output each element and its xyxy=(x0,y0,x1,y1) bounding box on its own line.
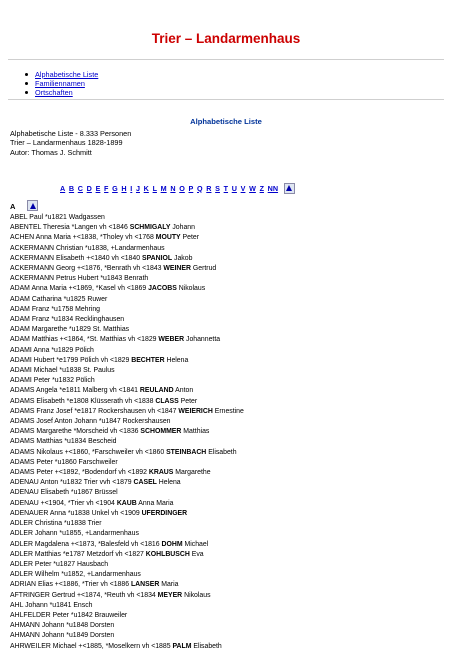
letter-link-nn[interactable]: NN xyxy=(267,183,279,193)
list-item xyxy=(10,315,244,325)
entry-text: ADENAUER Anna *u1838 Unkel vh <1909 xyxy=(10,509,142,517)
entry-text: ADAMI Michael *u1838 St. Paulus xyxy=(10,367,115,375)
list-item xyxy=(10,335,244,345)
nav-link-ortschaften[interactable]: Ortschaften xyxy=(35,88,73,97)
spouse-given-name: Anton xyxy=(173,387,194,395)
list-item xyxy=(10,601,244,611)
spouse-given-name: Nikolaus xyxy=(176,285,206,293)
entry-text: ADAMS Matthias *u1834 Bescheid xyxy=(10,438,117,446)
entry-text: ADENAU Elisabeth *u1867 Brüssel xyxy=(10,489,118,497)
letter-link-j[interactable]: J xyxy=(135,183,140,193)
entry-text: ADAMS Margarethe *Morscheid vh <1836 xyxy=(10,428,141,436)
letter-link-b[interactable]: B xyxy=(68,183,75,193)
list-item xyxy=(10,427,244,437)
letter-link-v[interactable]: V xyxy=(240,183,246,193)
entry-text: ACKERMANN Georg +<1876, *Benrath vh <1843 xyxy=(10,265,164,273)
entry-text: ADLER Johann *u1855, +Landarmenhaus xyxy=(10,530,139,538)
spouse-surname: WEBER xyxy=(158,336,185,344)
list-item xyxy=(10,417,244,427)
letter-link-r[interactable]: R xyxy=(206,183,212,193)
list-item xyxy=(10,570,244,580)
letter-link-h[interactable]: H xyxy=(121,183,127,193)
list-item xyxy=(10,376,244,386)
letter-link-d[interactable]: D xyxy=(86,183,92,193)
letter-link-l[interactable]: L xyxy=(152,183,157,193)
letter-link-c[interactable]: C xyxy=(77,183,83,193)
spouse-surname: PALM xyxy=(172,642,192,650)
spouse-given-name: Ernestine xyxy=(212,407,244,415)
spouse-given-name: Johann xyxy=(170,224,195,232)
list-item xyxy=(10,550,244,560)
spouse-surname: MEYER xyxy=(157,591,183,599)
divider xyxy=(8,59,444,60)
spouse-surname: LANSER xyxy=(130,581,160,589)
spouse-given-name: Margarethe xyxy=(173,469,211,477)
info-author: Autor: Thomas J. Schmitt xyxy=(10,147,92,157)
spouse-surname: SCHMIGALY xyxy=(129,224,171,232)
spouse-given-name: Matthias xyxy=(181,428,210,436)
entry-text: ADAM Anna Maria +<1869, *Kasel vh <1869 xyxy=(10,285,149,293)
entry-text: AHLFELDER Peter *u1842 Brauweiler xyxy=(10,611,128,619)
entry-text: ADLER Wilhelm *u1852, +Landarmenhaus xyxy=(10,571,141,579)
letter-link-g[interactable]: G xyxy=(112,183,118,193)
entry-text: AHMANN Johann *u1848 Dorsten xyxy=(10,622,115,630)
spouse-given-name: Elisabeth xyxy=(191,642,222,650)
entry-text: ABEL Paul *u1821 Wadgassen xyxy=(10,214,105,221)
entry-text: ADRIAN Elias +<1886, *Trier vh <1886 xyxy=(10,581,131,589)
entry-text: ADAMS Elisabeth *e1808 Klüsserath vh <1838 xyxy=(10,397,156,405)
spouse-surname: BECHTER xyxy=(131,356,165,364)
letter-link-o[interactable]: O xyxy=(179,183,185,193)
list-item xyxy=(10,325,244,335)
info-source: Trier – Landarmenhaus 1828-1899 xyxy=(10,138,123,148)
list-item xyxy=(10,386,244,396)
entry-text: AFTRINGER Gertrud +<1874, *Reuth vh <1834 xyxy=(10,591,158,599)
info-count: Alphabetische Liste - 8.333 Personen xyxy=(10,129,132,138)
entry-text: ADLER Magdalena +<1873, *Balesfeld vh <1816 xyxy=(10,540,162,548)
section-letter: A xyxy=(10,202,16,211)
entry-text: ADAM Matthias +<1864, *St. Matthias vh <1829 xyxy=(10,336,159,344)
list-item xyxy=(10,254,244,264)
entry-text: ADAM Franz *u1758 Mehring xyxy=(10,305,101,313)
entry-text: ACHEN Anna Maria +<1838, *Tholey vh <1768 xyxy=(10,234,156,242)
spouse-given-name: Peter xyxy=(178,397,198,405)
entry-text: ADAM Margarethe *u1829 St. Matthias xyxy=(10,326,130,334)
section-header-a xyxy=(10,200,38,211)
spouse-given-name: Eva xyxy=(189,550,204,558)
list-info xyxy=(10,129,131,157)
letter-link-u[interactable]: U xyxy=(231,183,237,193)
spouse-given-name: Helena xyxy=(156,479,181,487)
spouse-surname: REULAND xyxy=(139,387,174,395)
letter-link-w[interactable]: W xyxy=(249,183,256,193)
nav-link-familiennamen[interactable]: Familiennamen xyxy=(35,79,85,88)
letter-link-s[interactable]: S xyxy=(215,183,220,193)
person-list xyxy=(10,213,244,652)
entry-text: ADLER Christina *u1838 Trier xyxy=(10,520,102,528)
list-item xyxy=(10,346,244,356)
list-item xyxy=(10,642,244,652)
section-title: Alphabetische Liste xyxy=(190,117,262,126)
list-item xyxy=(10,621,244,631)
entry-text: ADAM Franz *u1834 Recklinghausen xyxy=(10,316,125,324)
spouse-surname: JACOBS xyxy=(148,285,177,293)
entry-text: AHRWEILER Michael +<1885, *Moselkern vh <1885 xyxy=(10,642,173,650)
spouse-surname: UFERDINGER xyxy=(141,509,188,517)
entry-text: ABENTEL Theresia *Langen vh <1846 xyxy=(10,224,130,232)
list-item xyxy=(10,448,244,458)
entry-text: ADAMI Peter *u1832 Pölich xyxy=(10,377,95,385)
entry-text: ADLER Peter *u1827 Hausbach xyxy=(10,560,109,568)
list-item xyxy=(10,540,244,550)
entry-text: ADLER Matthias *e1787 Metzdorf vh <1827 xyxy=(10,550,146,558)
spouse-surname: CLASS xyxy=(155,397,179,405)
nav-item xyxy=(21,70,98,79)
nav-link-alphabetische-liste[interactable]: Alphabetische Liste xyxy=(35,70,99,79)
entry-text: ADAMS Angela *e1811 Malberg vh <1841 xyxy=(10,387,140,395)
list-item xyxy=(10,264,244,274)
entry-text: ADENAU +<1904, *Trier vh <1904 xyxy=(10,499,117,507)
list-item xyxy=(10,223,244,233)
letter-link-n[interactable]: N xyxy=(170,183,176,193)
entry-text: ADAMS Peter *u1860 Farschweiler xyxy=(10,458,118,466)
spouse-surname: SPANIOL xyxy=(141,254,173,262)
letter-link-z[interactable]: Z xyxy=(259,183,264,193)
list-item xyxy=(10,458,244,468)
letter-link-f[interactable]: F xyxy=(104,183,109,193)
spouse-given-name: Elisabeth xyxy=(206,448,237,456)
entry-text: ADAMS Nikolaus +<1860, *Farschweiler vh <1860 xyxy=(10,448,167,456)
list-item xyxy=(10,468,244,478)
list-item xyxy=(10,488,244,498)
spouse-surname: SCHOMMER xyxy=(140,428,182,436)
entry-text: ACKERMANN Christian *u1838, +Landarmenhaus xyxy=(10,244,165,252)
list-item xyxy=(10,611,244,621)
divider xyxy=(8,99,444,100)
letter-link-a[interactable]: A xyxy=(60,183,66,193)
list-item xyxy=(10,407,244,417)
spouse-given-name: Gertrud xyxy=(190,265,217,273)
letter-link-i[interactable]: I xyxy=(130,183,133,193)
arrow-up-icon[interactable] xyxy=(27,200,38,211)
list-item xyxy=(10,580,244,590)
spouse-surname: WEINER xyxy=(163,265,191,273)
spouse-surname: MOUTY xyxy=(155,234,181,242)
spouse-given-name: Johannetta xyxy=(184,336,221,344)
spouse-surname: KOHLBUSCH xyxy=(145,550,190,558)
list-item xyxy=(10,356,244,366)
letter-link-m[interactable]: M xyxy=(160,183,167,193)
entry-text: ADAM Catharina *u1825 Ruwer xyxy=(10,295,108,303)
entry-text: AHMANN Johann *u1849 Dorsten xyxy=(10,632,115,640)
list-item xyxy=(10,295,244,305)
entry-text: ADAMI Anna *u1829 Pölich xyxy=(10,346,94,354)
list-item xyxy=(10,437,244,447)
letter-index xyxy=(60,182,295,194)
spouse-surname: DOHM xyxy=(161,540,183,548)
spouse-given-name: Nikolaus xyxy=(182,591,211,599)
list-item xyxy=(10,213,244,223)
spouse-surname: KAUB xyxy=(116,499,137,507)
spouse-surname: CASEL xyxy=(133,479,157,487)
letter-link-q[interactable]: Q xyxy=(196,183,203,193)
spouse-given-name: Michael xyxy=(182,540,209,548)
list-item xyxy=(10,478,244,488)
list-item xyxy=(10,305,244,315)
spouse-surname: STEINBACH xyxy=(166,448,207,456)
entry-text: ADAMS Josef Anton Johann *u1847 Rockershausen xyxy=(10,418,171,426)
nav-item xyxy=(21,88,98,97)
letter-link-p[interactable]: P xyxy=(188,183,194,193)
list-item xyxy=(10,274,244,284)
list-item xyxy=(10,233,244,243)
list-item xyxy=(10,591,244,601)
letter-link-e[interactable]: E xyxy=(95,183,101,193)
nav-list xyxy=(21,70,98,97)
list-item xyxy=(10,244,244,254)
nav-item xyxy=(21,79,98,88)
entry-text: ADAMS Peter +<1892, *Bodendorf vh <1892 xyxy=(10,469,149,477)
entry-text: ADAMS Franz Josef *e1817 Rockershausen vh <1847 xyxy=(10,407,179,415)
entry-text: ACKERMANN Elisabeth +<1840 vh <1840 xyxy=(10,254,142,262)
list-item xyxy=(10,284,244,294)
spouse-surname: KRAUS xyxy=(148,469,174,477)
spouse-given-name: Jakob xyxy=(172,254,193,262)
list-item xyxy=(10,529,244,539)
letter-link-k[interactable]: K xyxy=(143,183,149,193)
page-title: Trier – Landarmenhaus xyxy=(151,31,301,46)
spouse-given-name: Maria xyxy=(159,581,179,589)
list-item xyxy=(10,560,244,570)
entry-text: AHL Johann *u1841 Ensch xyxy=(10,601,93,609)
entry-text: ADENAU Anton *u1832 Trier vvh <1879 xyxy=(10,479,134,487)
spouse-surname: WEIERICH xyxy=(178,407,213,415)
list-item xyxy=(10,397,244,407)
spouse-given-name: Anna Maria xyxy=(136,499,174,507)
list-item xyxy=(10,366,244,376)
arrow-up-icon[interactable] xyxy=(284,183,295,194)
list-item xyxy=(10,519,244,529)
list-item xyxy=(10,499,244,509)
spouse-given-name: Helena xyxy=(164,356,189,364)
list-item xyxy=(10,509,244,519)
list-item xyxy=(10,631,244,641)
entry-text: ACKERMANN Petrus Hubert *u1843 Benrath xyxy=(10,275,149,283)
entry-text: ADAMI Hubert *e1799 Pölich vh <1829 xyxy=(10,356,132,364)
spouse-given-name: Peter xyxy=(180,234,200,242)
letter-link-t[interactable]: T xyxy=(223,183,229,193)
